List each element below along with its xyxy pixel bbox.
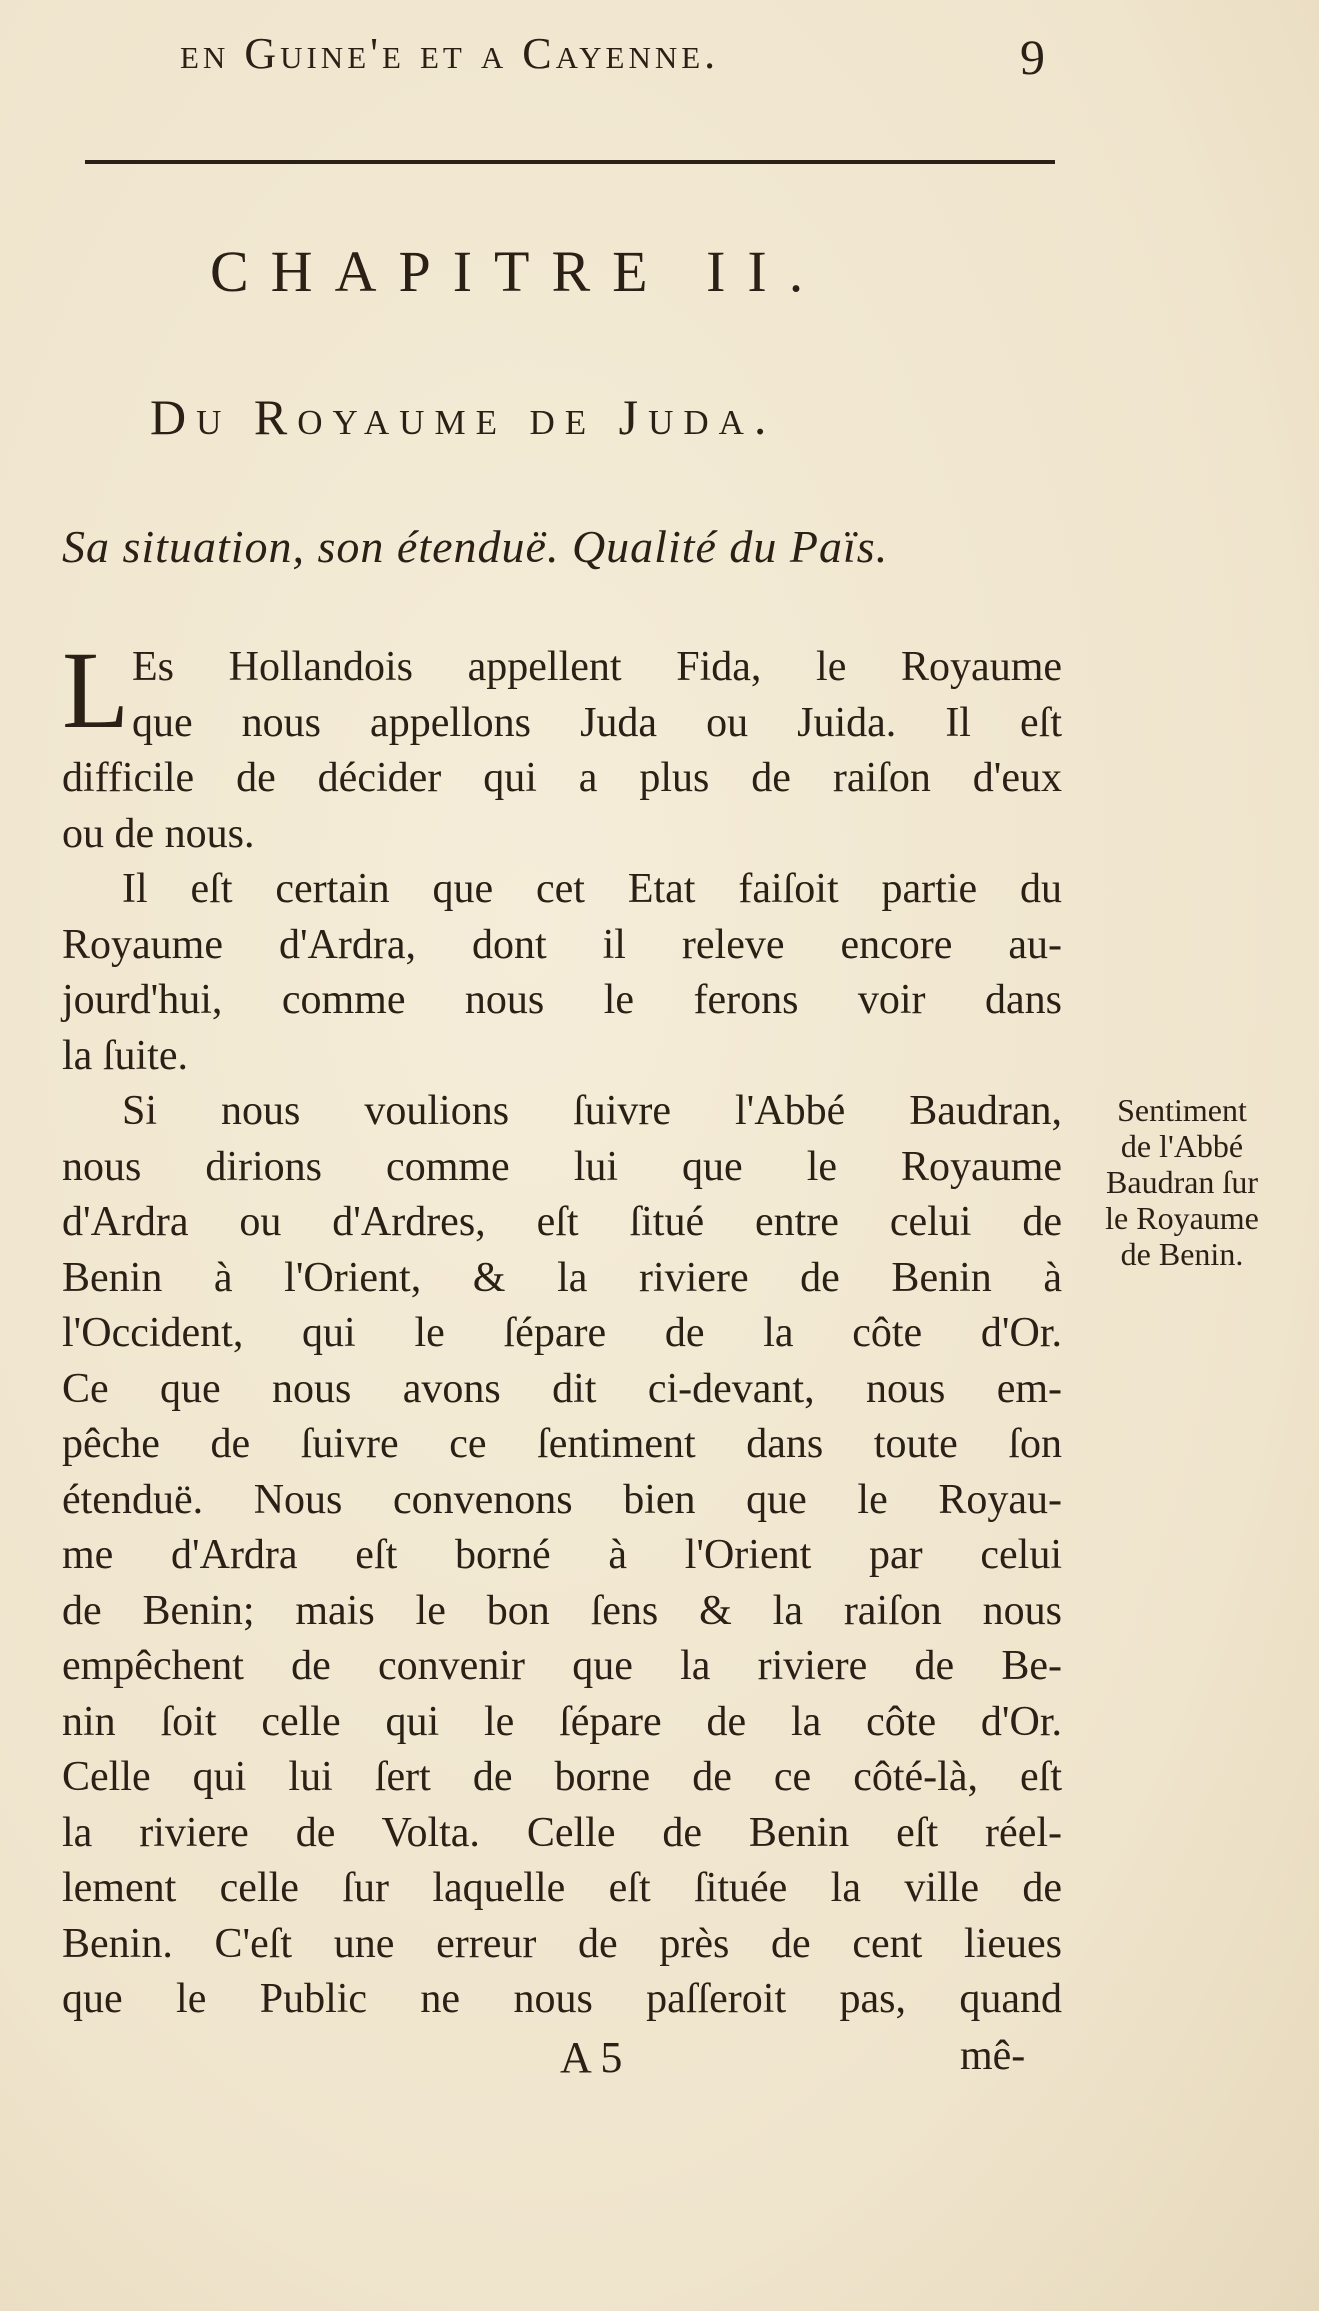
text-line: lement celle ſur laquelle eſt ſituée la ville de (62, 1865, 1062, 1911)
running-head-title: en Guine'e et a Cayenne. (180, 29, 720, 78)
chapter-heading: CHAPITRE II. (210, 239, 826, 304)
drop-cap: L (62, 629, 130, 751)
chapter-summary: Sa situation, son étenduë. Qualité du Païs. (62, 521, 889, 572)
text-line: nous dirions comme lui que le Royaume (62, 1143, 1062, 1190)
running-head (180, 28, 1080, 88)
text-line: Benin à l'Orient, & la riviere de Benin à (62, 1254, 1062, 1301)
margin-note-line: de l'Abbé (1120, 1128, 1244, 1164)
text-line: l'Occident, qui le ſépare de la côte d'Or. (62, 1310, 1062, 1356)
text-line: ou de nous. (62, 810, 255, 857)
margin-note-line: le Royaume (1105, 1200, 1259, 1236)
margin-note-line: Baudran ſur (1106, 1164, 1258, 1200)
text-line: Si nous voulions ſuivre l'Abbé Baudran, (122, 1088, 1062, 1134)
text-line: jourd'hui, comme nous le ferons voir dans (62, 977, 1062, 1023)
text-line: empêchent de convenir que la riviere de Be- (62, 1643, 1062, 1689)
margin-note-line: de Benin. (1120, 1236, 1244, 1272)
margin-note (1072, 1092, 1292, 1272)
text-line: la ſuite. (62, 1032, 188, 1079)
text-line: que le Public ne nous paſſeroit pas, quand (62, 1976, 1062, 2022)
text-line: que nous appellons Juda ou Juida. Il eſt (132, 699, 1062, 746)
text-line: Royaume d'Ardra, dont il releve encore au- (62, 921, 1062, 968)
text-line: Il eſt certain que cet Etat faiſoit partie du (122, 866, 1062, 912)
text-line: pêche de ſuivre ce ſentiment dans toute ſon (62, 1421, 1062, 1467)
text-line: étenduë. Nous convenons bien que le Royau- (62, 1476, 1062, 1523)
text-line: Ce que nous avons dit ci-devant, nous em- (62, 1365, 1062, 1412)
text-line: me d'Ardra eſt borné à l'Orient par celui (62, 1532, 1062, 1578)
text-line: nin ſoit celle qui le ſépare de la côte d'Or. (62, 1698, 1062, 1745)
text-line: Es Hollandois appellent Fida, le Royaume (132, 644, 1062, 690)
text-line: difficile de décider qui a plus de raiſon d'eux (62, 755, 1062, 801)
signature-mark: A 5 (560, 2033, 623, 2082)
text-line: de Benin; mais le bon ſens & la raiſon nous (62, 1587, 1062, 1634)
page-number: 9 (1020, 29, 1049, 85)
body-text (62, 629, 1062, 2028)
chapter-subtitle: Du Royaume de Juda. (150, 389, 777, 445)
margin-note-line: Sentiment (1117, 1092, 1247, 1128)
text-line: la riviere de Volta. Celle de Benin eſt réel- (62, 1809, 1062, 1856)
text-line: Celle qui lui ſert de borne de ce côté-là, eſt (62, 1754, 1062, 1800)
text-line: d'Ardra ou d'Ardres, eſt ſitué entre celui de (62, 1199, 1062, 1245)
text-line: Benin. C'eſt une erreur de près de cent lieues (62, 1920, 1062, 1967)
catchword: mê- (960, 2033, 1026, 2079)
header-rule (85, 160, 1055, 164)
